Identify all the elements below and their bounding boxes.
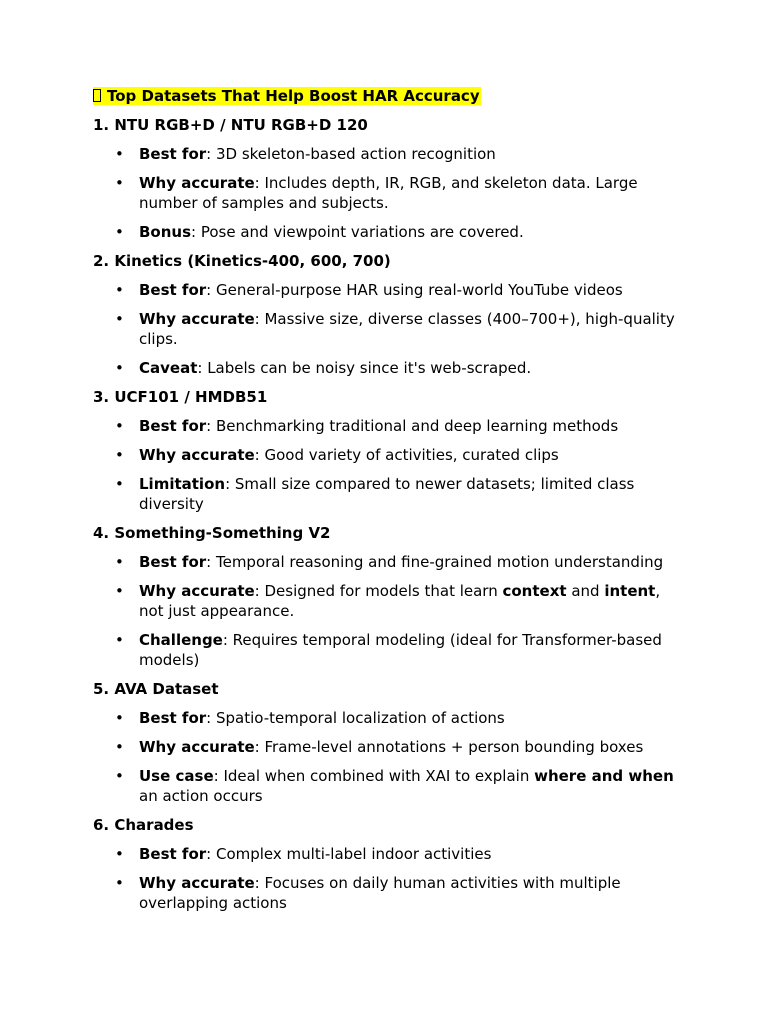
list-item	[93, 222, 676, 242]
list-item	[93, 630, 676, 670]
list-item	[93, 552, 676, 572]
item-text: : Temporal reasoning and fine-grained motion understanding	[206, 553, 664, 571]
section-title: 4. Something-Something V2	[93, 524, 331, 542]
section-bullet-list	[93, 280, 676, 378]
item-text: : Includes depth, IR, RGB, and skeleton data. Large number of samples and subjects.	[139, 174, 638, 212]
bullet-icon: •	[115, 709, 124, 727]
item-bold-text: Best for	[139, 709, 207, 727]
list-item	[93, 873, 676, 913]
item-text: : Pose and viewpoint variations are covered.	[191, 223, 524, 241]
item-bold-text: Why accurate	[139, 738, 255, 756]
list-item	[93, 358, 676, 378]
item-text: : 3D skeleton-based action recognition	[206, 145, 496, 163]
section-bullet-list	[93, 708, 676, 806]
bullet-icon: •	[115, 223, 124, 241]
section-bullet-list	[93, 144, 676, 242]
item-text: and	[566, 582, 605, 600]
heading-text: Top Datasets That Help Boost HAR Accuracy	[107, 87, 480, 105]
bullet-icon: •	[115, 767, 124, 785]
item-bold-text: Use case	[139, 767, 214, 785]
list-item	[93, 844, 676, 864]
bullet-icon: •	[115, 845, 124, 863]
item-bold-text: intent	[604, 582, 656, 600]
item-bold-text: Why accurate	[139, 874, 255, 892]
list-item	[93, 280, 676, 300]
bullet-icon: •	[115, 874, 124, 892]
dataset-sections	[93, 115, 676, 913]
list-item	[93, 474, 676, 514]
item-bold-text: Why accurate	[139, 174, 255, 192]
bullet-icon: •	[115, 582, 124, 600]
list-item	[93, 309, 676, 349]
section-title: 5. AVA Dataset	[93, 680, 219, 698]
section-bullet-list	[93, 416, 676, 514]
item-text: an action occurs	[139, 787, 263, 805]
item-text: : Ideal when combined with XAI to explain	[213, 767, 535, 785]
list-item	[93, 737, 676, 757]
item-text: : Benchmarking traditional and deep learning methods	[206, 417, 619, 435]
item-bold-text: Bonus	[139, 223, 192, 241]
bullet-icon: •	[115, 145, 124, 163]
list-item	[93, 581, 676, 621]
bullet-icon: •	[115, 281, 124, 299]
bullet-icon: •	[115, 417, 124, 435]
item-text: : Complex multi-label indoor activities	[206, 845, 492, 863]
item-bold-text: where and when	[534, 767, 674, 785]
list-item	[93, 445, 676, 465]
item-bold-text: context	[502, 582, 567, 600]
item-text: , not just appearance.	[139, 582, 661, 620]
bullet-icon: •	[115, 359, 124, 377]
list-item	[93, 766, 676, 806]
item-bold-text: Why accurate	[139, 582, 255, 600]
section-title: 2. Kinetics (Kinetics-400, 600, 700)	[93, 252, 391, 270]
bullet-icon: •	[115, 310, 124, 328]
item-bold-text: Best for	[139, 417, 207, 435]
item-text: : Focuses on daily human activities with multiple overlapping actions	[139, 874, 621, 912]
list-item	[93, 144, 676, 164]
bullet-icon: •	[115, 738, 124, 756]
item-text: : Spatio-temporal localization of actions	[206, 709, 505, 727]
item-text: : Massive size, diverse classes (400–700+), high-quality clips.	[139, 310, 675, 348]
document-heading	[93, 86, 676, 106]
bullet-icon: •	[115, 174, 124, 192]
heading-highlight	[93, 87, 481, 105]
bullet-icon: •	[115, 553, 124, 571]
section-bullet-list	[93, 844, 676, 913]
bullet-icon: •	[115, 475, 124, 493]
bullet-icon: •	[115, 446, 124, 464]
item-bold-text: Best for	[139, 281, 207, 299]
item-text: : Designed for models that learn	[254, 582, 503, 600]
section-title: 1. NTU RGB+D / NTU RGB+D 120	[93, 116, 368, 134]
item-bold-text: Why accurate	[139, 310, 255, 328]
item-text: : General-purpose HAR using real-world YouTube videos	[206, 281, 623, 299]
list-item	[93, 416, 676, 436]
list-item	[93, 173, 676, 213]
item-text: : Requires temporal modeling (ideal for Transformer-based models)	[139, 631, 662, 669]
item-text: : Labels can be noisy since it's web-scraped.	[197, 359, 532, 377]
item-bold-text: Best for	[139, 845, 207, 863]
item-bold-text: Limitation	[139, 475, 226, 493]
item-bold-text: Why accurate	[139, 446, 255, 464]
item-text: : Frame-level annotations + person bounding boxes	[254, 738, 644, 756]
list-item	[93, 708, 676, 728]
section-bullet-list	[93, 552, 676, 670]
item-bold-text: Best for	[139, 145, 207, 163]
checkbox-icon	[93, 89, 101, 102]
section-title: 6. Charades	[93, 816, 194, 834]
item-text: : Good variety of activities, curated clips	[254, 446, 559, 464]
item-text: : Small size compared to newer datasets; limited class diversity	[139, 475, 635, 513]
item-bold-text: Caveat	[139, 359, 198, 377]
bullet-icon: •	[115, 631, 124, 649]
item-bold-text: Best for	[139, 553, 207, 571]
item-bold-text: Challenge	[139, 631, 223, 649]
section-title: 3. UCF101 / HMDB51	[93, 388, 268, 406]
